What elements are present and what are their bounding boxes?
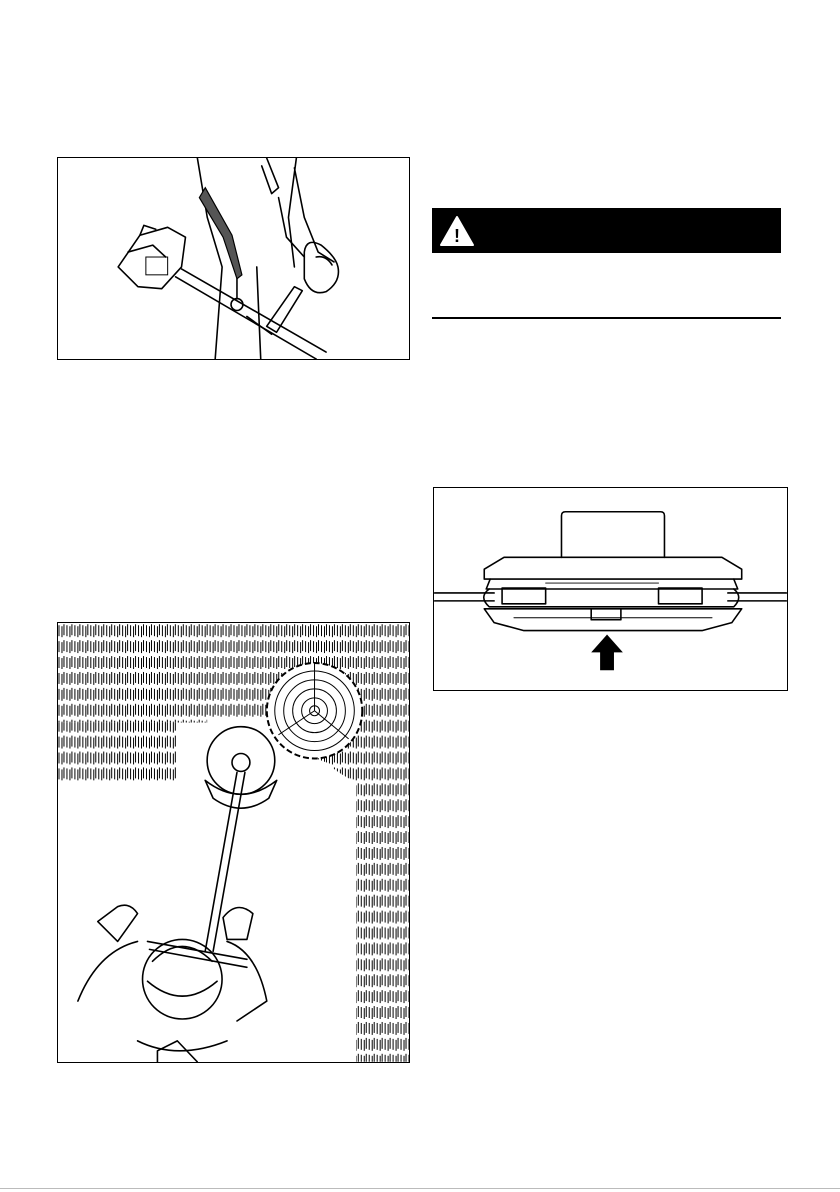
warning-header-bar: [432, 208, 781, 253]
figure-spool-illustration: [433, 487, 788, 691]
svg-text:!: !: [454, 225, 460, 246]
figure-trimming-illustration: [57, 622, 410, 1063]
page-bottom-rule: [0, 1188, 840, 1189]
trimming-around-tree-illustration: [58, 623, 409, 1062]
warning-divider: [432, 317, 781, 319]
harness-trimmer-illustration: [58, 158, 409, 359]
warning-triangle-icon: [437, 213, 477, 249]
figure-harness-illustration: [57, 157, 410, 360]
trimmer-head-spool-illustration: [434, 488, 787, 690]
